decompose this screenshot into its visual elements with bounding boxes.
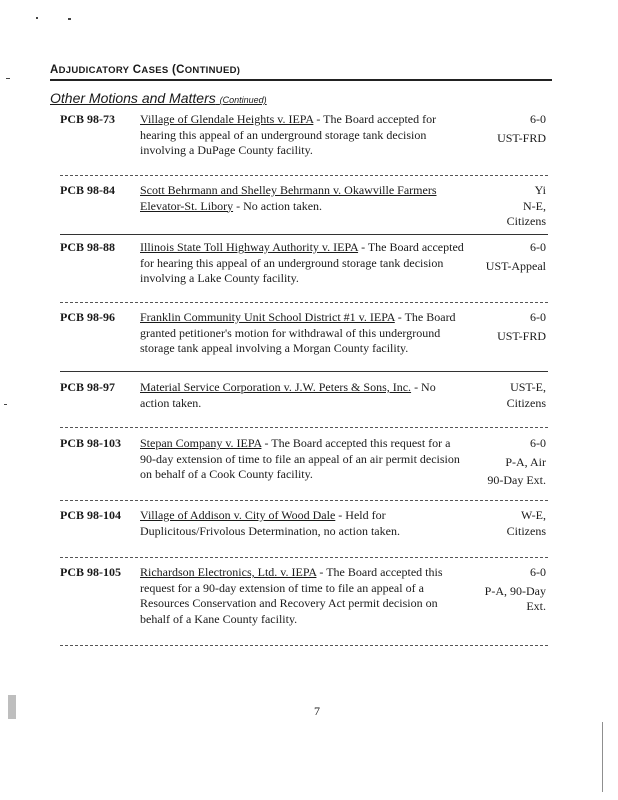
case-number: PCB 98-104 [60,508,121,522]
case-vote: 6-0 P-A, 90-Day Ext. [484,565,546,613]
case-title: Material Service Corporation v. J.W. Peters & Sons, Inc. [140,380,412,394]
case-vote: 6-0 UST-Appeal [485,240,546,273]
case-description: Franklin Community Unit School District #1 v. IEPA - The Board granted petitioner's motion for withdrawal of this underground storage tank appeal involving a Morgan County facility. [140,310,456,355]
scan-speck [4,404,7,405]
entry-separator [60,371,548,372]
case-title: Village of Addison v. City of Wood Dale [140,508,336,522]
entry-separator [60,302,548,303]
case-number: PCB 98-84 [60,183,115,197]
scan-speck [8,695,16,719]
case-description: Village of Addison v. City of Wood Dale - Held for Duplicitous/Frivolous Determination, no action taken. [140,508,400,538]
case-title: Franklin Community Unit School District #1 v. IEPA [140,310,395,324]
section-heading: ADJUDICATORY CASES (CONTINUED) [50,64,552,81]
scan-speck [68,18,71,20]
case-description: Material Service Corporation v. J.W. Peters & Sons, Inc. - No action taken. [140,380,436,410]
scan-speck [6,78,10,79]
case-description: Village of Glendale Heights v. IEPA - The Board accepted for hearing this appeal of an underground storage tank decision involving a DuPage County facility. [140,112,437,157]
entry-separator [60,557,548,558]
case-number: PCB 98-105 [60,565,121,579]
scan-edge-line [602,722,603,792]
entry-separator [60,427,548,428]
entry-separator [60,500,548,501]
case-vote: UST-E, Citizens [506,380,546,410]
case-title: Village of Glendale Heights v. IEPA [140,112,314,126]
entry-separator [60,234,548,235]
case-title: Illinois State Toll Highway Authority v. IEPA [140,240,359,254]
case-number: PCB 98-97 [60,380,115,394]
case-number: PCB 98-96 [60,310,115,324]
case-title: Stepan Company v. IEPA [140,436,262,450]
entry-separator [60,645,548,646]
case-title: Scott Behrmann and Shelley Behrmann v. Okawville Farmers Elevator-St. Libory [140,183,437,213]
case-vote: Yi N-E, Citizens [506,183,546,228]
case-vote: 6-0 UST-FRD [497,112,546,145]
case-vote: 6-0 UST-FRD [497,310,546,343]
scan-speck [36,17,38,19]
entry-separator [60,175,548,176]
page-number: 7 [314,704,320,718]
subsection-heading: Other Motions and Matters (Continued) [50,90,267,106]
case-description: Stepan Company v. IEPA - The Board accepted this request for a 90-day extension of time to file an appeal of an air permit decision on behalf of a Cook County facility. [140,436,460,481]
case-number: PCB 98-103 [60,436,121,450]
case-number: PCB 98-88 [60,240,115,254]
case-vote: 6-0 P-A, Air 90-Day Ext. [487,436,546,487]
case-number: PCB 98-73 [60,112,115,126]
case-description: Richardson Electronics, Ltd. v. IEPA - The Board accepted this request for a 90-day extension of time to file an appeal of a Resources Conservation and Recovery Act permit decision on behalf of a Kane County facility. [140,565,443,626]
case-vote: W-E, Citizens [506,508,546,538]
case-title: Richardson Electronics, Ltd. v. IEPA [140,565,317,579]
case-description: Illinois State Toll Highway Authority v. IEPA - The Board accepted for hearing this appeal of an underground storage tank decision involving a Lake County facility. [140,240,464,285]
case-description: Scott Behrmann and Shelley Behrmann v. Okawville Farmers Elevator-St. Libory - No action taken. [140,183,437,213]
